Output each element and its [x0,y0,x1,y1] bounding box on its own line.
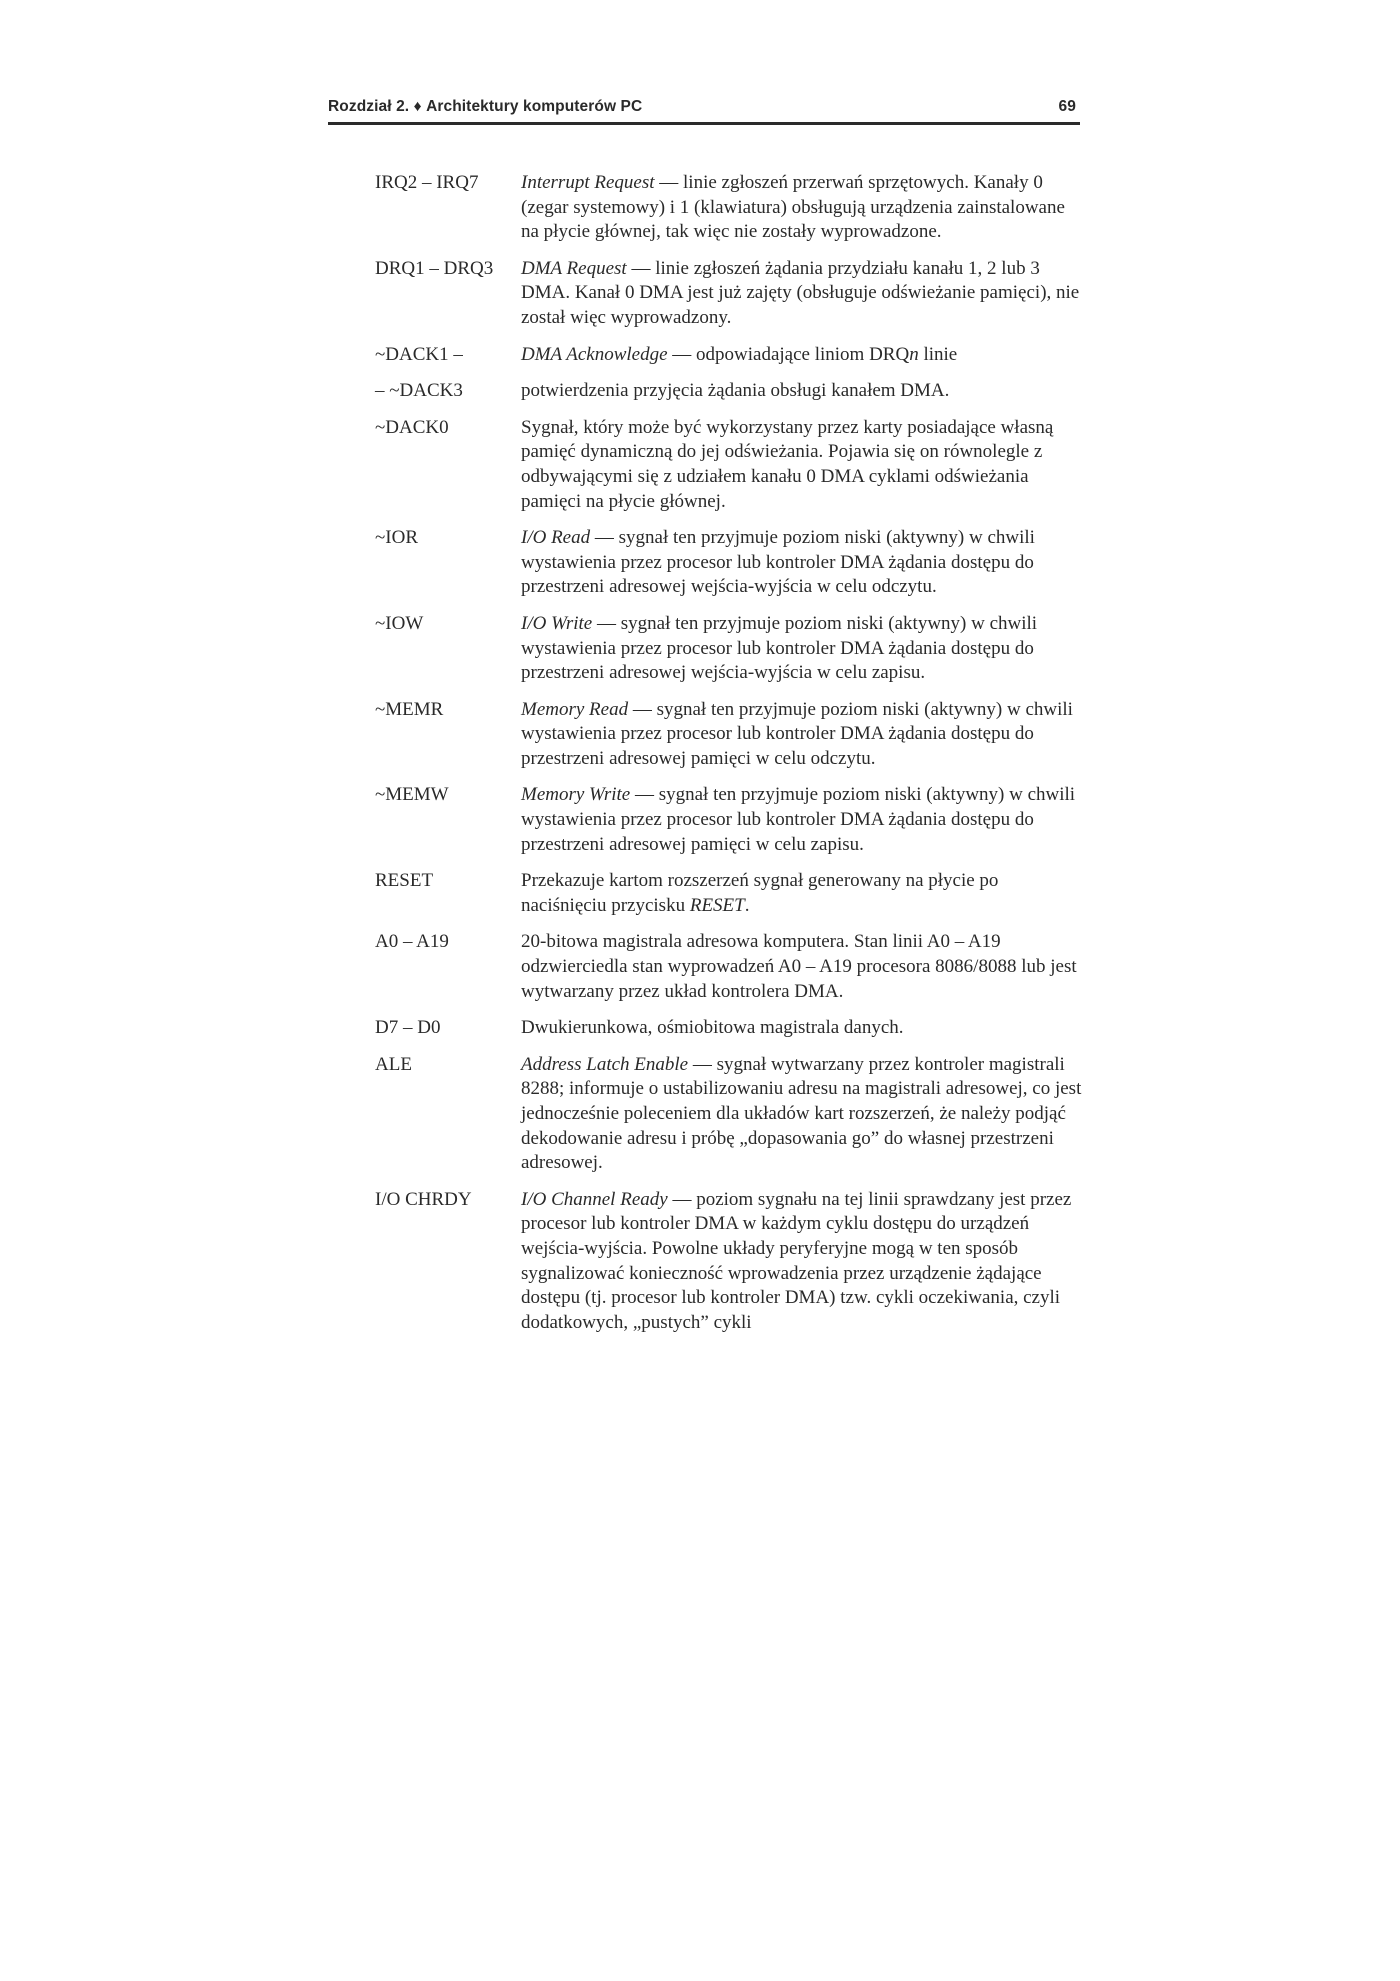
signal-term: I/O CHRDY [375,1188,472,1210]
definition-drq [375,257,1095,331]
running-header [328,96,1080,125]
signal-term: – ~DACK3 [375,380,463,402]
description-text: — poziom sygnału na tej linii sprawdzany jest przez procesor lub kontroler DMA w każdym cyklu dostępu do urządzeń wejścia-wyjścia. Powolne układy peryferyjne mogą w ten sposób sygnalizować konieczność wprowadzenia przez urządzenie żądające dostępu (tj. procesor lub kontroler DMA) tzw. cykli oczekiwania, czyli dodatkowych, „pustych” cykli [521,1188,1072,1333]
definition-dack3 [375,379,1095,404]
signal-name: I/O Write [521,612,593,634]
signal-description [521,612,1086,686]
signal-term: RESET [375,870,434,892]
signal-name: Memory Read [521,698,629,720]
signal-description [521,1016,1086,1041]
signal-term: ~IOR [375,527,419,549]
signal-name: Address Latch Enable [521,1053,689,1075]
signal-description [521,783,1086,857]
description-text: — sygnał ten przyjmuje poziom niski (aktywny) w chwili wystawienia przez procesor lub kontroler DMA żądania dostępu do przestrzeni adresowej wejścia-wyjścia w celu odczytu. [521,527,1035,598]
description-text: — sygnał ten przyjmuje poziom niski (aktywny) w chwili wystawienia przez procesor lub kontroler DMA żądania dostępu do przestrzeni adresowej pamięci w celu zapisu. [521,784,1076,855]
signal-term: ~DACK0 [375,416,449,438]
signal-term: A0 – A19 [375,931,449,953]
signal-description [521,1188,1086,1336]
signal-description [521,343,1086,368]
definition-ior [375,526,1095,600]
signal-definition-list [375,171,1095,1347]
definition-iow [375,612,1095,686]
signal-term: DRQ1 – DRQ3 [375,257,494,279]
signal-name: DMA Request [521,257,627,279]
signal-description [521,171,1086,245]
chapter-title: Architektury komputerów PC [426,98,643,115]
signal-term: ~DACK1 – [375,343,463,365]
description-italic: n [909,343,919,365]
description-text: Sygnał, który może być wykorzystany przez karty posiadające własną pamięć dynamiczną do jej odświeżania. Pojawia się on równolegle z odbywającymi się z udziałem kanału 0 DMA cyklami odświeżania pamięci na płycie głównej. [521,416,1054,512]
definition-reset [375,869,1095,918]
signal-term: ~IOW [375,612,424,634]
signal-description [521,1053,1086,1176]
signal-term: D7 – D0 [375,1017,441,1039]
description-italic: RESET [689,894,745,916]
description-text: Dwukierunkowa, ośmiobitowa magistrala danych. [521,1017,904,1039]
signal-description [521,379,1086,404]
separator-diamond-icon: ♦ [413,98,422,115]
signal-description [521,930,1086,1004]
chapter-heading [328,98,642,116]
description-text: — linie zgłoszeń przerwań sprzętowych. Kanały 0 (zegar systemowy) i 1 (klawiatura) obsługują urządzenia zainstalowane na płycie głównej, tak więc nie zostały wyprowadzone. [521,172,1065,243]
signal-name: Memory Write [521,784,631,806]
signal-description [521,416,1086,514]
chapter-label: Rozdział 2. [328,98,410,115]
page-number: 69 [1058,98,1076,115]
definition-dack0 [375,416,1095,514]
definition-io-chrdy [375,1188,1095,1336]
description-text-end: linie [918,343,958,365]
definition-memw [375,783,1095,857]
definition-address-bus [375,930,1095,1004]
definition-dack1 [375,343,1095,368]
description-text: 20-bitowa magistrala adresowa komputera. Stan linii A0 – A19 odzwierciedla stan wyprowadzeń A0 – A19 procesora 8086/8088 lub jest wytwarzany przez układ kontrolera DMA. [521,931,1077,1002]
signal-name: DMA Acknowledge [521,343,668,365]
signal-name: I/O Channel Ready [521,1188,668,1210]
signal-term: ~MEMR [375,698,444,720]
signal-name: I/O Read [521,527,591,549]
signal-description [521,526,1086,600]
description-text: — sygnał ten przyjmuje poziom niski (aktywny) w chwili wystawienia przez procesor lub kontroler DMA żądania dostępu do przestrzeni adresowej pamięci w celu odczytu. [521,698,1073,769]
definition-ale [375,1053,1095,1176]
signal-description [521,257,1086,331]
definition-data-bus [375,1016,1095,1041]
description-text: — linie zgłoszeń żądania przydziału kanału 1, 2 lub 3 DMA. Kanał 0 DMA jest już zajęty (obsługuje odświeżanie pamięci), nie został więc wyprowadzony. [521,257,1080,328]
signal-term: ALE [375,1053,412,1075]
signal-name: Interrupt Request [521,172,655,193]
signal-description [521,698,1086,772]
description-text: Przekazuje kartom rozszerzeń sygnał generowany na płycie po naciśnięciu przycisku [521,870,999,916]
signal-description [521,869,1086,918]
signal-term: IRQ2 – IRQ7 [375,172,479,193]
description-text: — sygnał ten przyjmuje poziom niski (aktywny) w chwili wystawienia przez procesor lub kontroler DMA żądania dostępu do przestrzeni adresowej wejścia-wyjścia w celu zapisu. [521,612,1038,684]
definition-memr [375,698,1095,772]
signal-term: ~MEMW [375,784,449,806]
description-text: — odpowiadające liniom DRQ [667,343,910,365]
description-text: — sygnał wytwarzany przez kontroler magistrali 8288; informuje o ustabilizowaniu adresu na magistrali adresowej, co jest jednocześnie poleceniem dla układów kart rozszerzeń, że należy podjąć dekodowanie adresu i próbę „dopasowania go” do własnej przestrzeni adresowej. [521,1053,1082,1174]
definition-irq [375,171,1095,245]
description-text: potwierdzenia przyjęcia żądania obsługi kanałem DMA. [521,380,950,402]
description-text-end: . [744,894,750,916]
